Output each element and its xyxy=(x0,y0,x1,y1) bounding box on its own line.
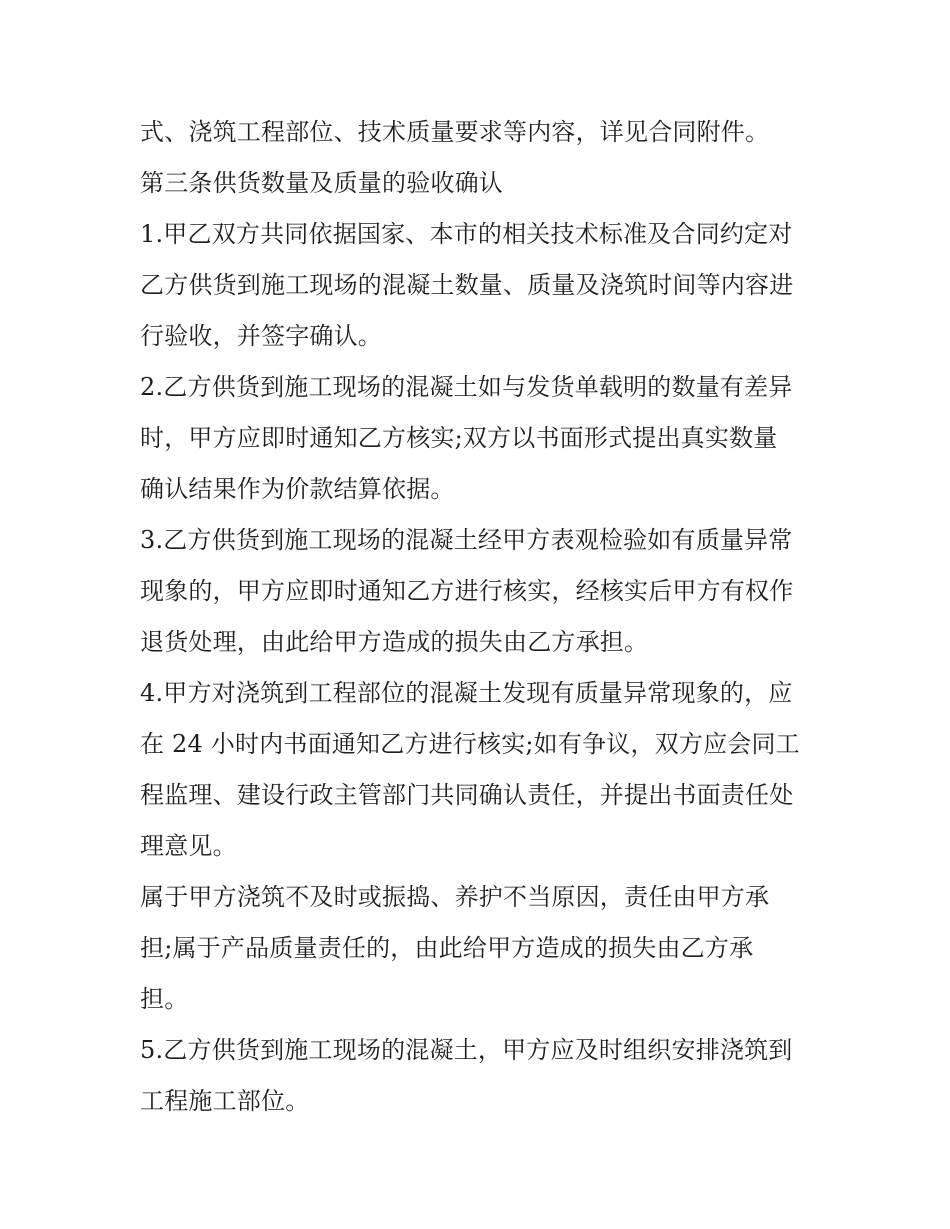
text-line: 时，甲方应即时通知乙方核实;双方以书面形式提出真实数量 xyxy=(140,424,778,452)
text-line: 程监理、建设行政主管部门共同确认责任，并提出书面责任处 xyxy=(140,781,794,809)
text-line: 退货处理，由此给甲方造成的损失由乙方承担。 xyxy=(140,628,649,656)
text-line: 2.乙方供货到施工现场的混凝土如与发货单载明的数量有差异 xyxy=(140,373,793,401)
text-line: 行验收，并签字确认。 xyxy=(140,322,382,350)
text-line: 确认结果作为价款结算依据。 xyxy=(140,475,455,503)
section-heading: 第三条供货数量及质量的验收确认 xyxy=(140,169,503,197)
text-line: 理意见。 xyxy=(140,832,237,860)
text-line: 在 24 小时内书面通知乙方进行核实;如有争议，双方应会同工 xyxy=(140,730,800,758)
text-line: 乙方供货到施工现场的混凝土数量、质量及浇筑时间等内容进 xyxy=(140,271,794,299)
text-line: 5.乙方供货到施工现场的混凝土，甲方应及时组织安排浇筑到 xyxy=(140,1036,793,1064)
text-line: 现象的，甲方应即时通知乙方进行核实，经核实后甲方有权作 xyxy=(140,577,794,605)
text-line: 担。 xyxy=(140,985,189,1013)
text-line: 4.甲方对浇筑到工程部位的混凝土发现有质量异常现象的，应 xyxy=(140,679,793,707)
text-line: 3.乙方供货到施工现场的混凝土经甲方表观检验如有质量异常 xyxy=(140,526,793,554)
text-line: 1.甲乙双方共同依据国家、本市的相关技术标准及合同约定对 xyxy=(140,220,793,248)
text-line: 担;属于产品质量责任的，由此给甲方造成的损失由乙方承 xyxy=(140,934,754,962)
text-line: 工程施工部位。 xyxy=(140,1087,310,1115)
document-body xyxy=(140,107,820,1127)
text-line: 属于甲方浇筑不及时或振捣、养护不当原因，责任由甲方承 xyxy=(140,883,770,911)
text-line: 式、浇筑工程部位、技术质量要求等内容，详见合同附件。 xyxy=(140,118,770,146)
